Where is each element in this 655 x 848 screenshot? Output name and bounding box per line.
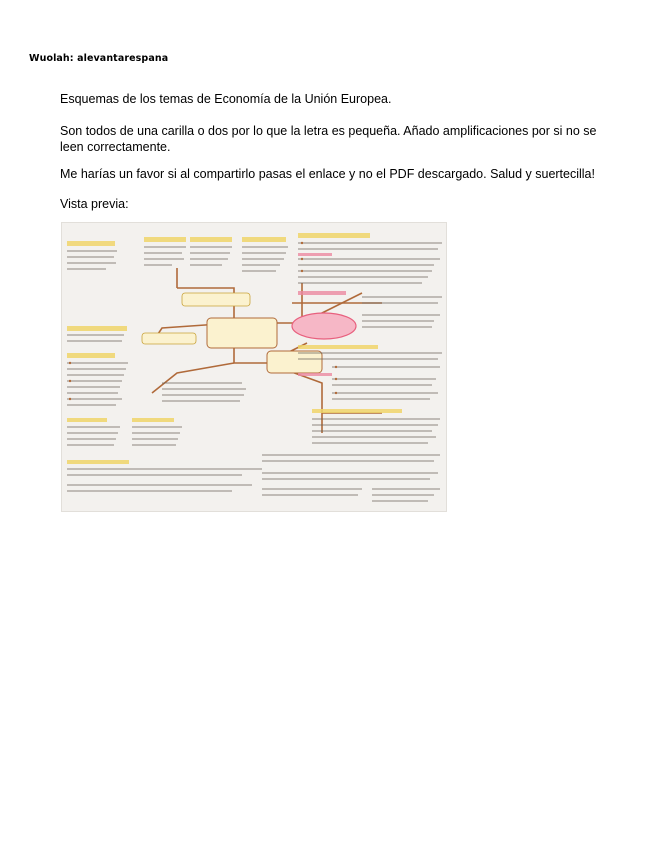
central-node xyxy=(207,318,277,348)
sub-node xyxy=(267,351,322,373)
request-paragraph: Me harías un favor si al compartirlo pasas el enlace y no el PDF descargado. Salud y suertecilla! xyxy=(60,167,595,181)
watermark: Wuolah: alevantarespana xyxy=(29,53,169,64)
mindmap-drawing xyxy=(62,223,446,511)
intro-paragraph: Esquemas de los temas de Economía de la Unión Europea. xyxy=(60,92,392,106)
preview-heading: Vista previa: xyxy=(60,197,129,211)
mindmap-preview-image xyxy=(61,222,447,512)
pink-node xyxy=(292,313,356,339)
note-paragraph: Son todos de una carilla o dos por lo que la letra es pequeña. Añado amplificaciones por si no se leen correctamente. xyxy=(60,124,597,154)
